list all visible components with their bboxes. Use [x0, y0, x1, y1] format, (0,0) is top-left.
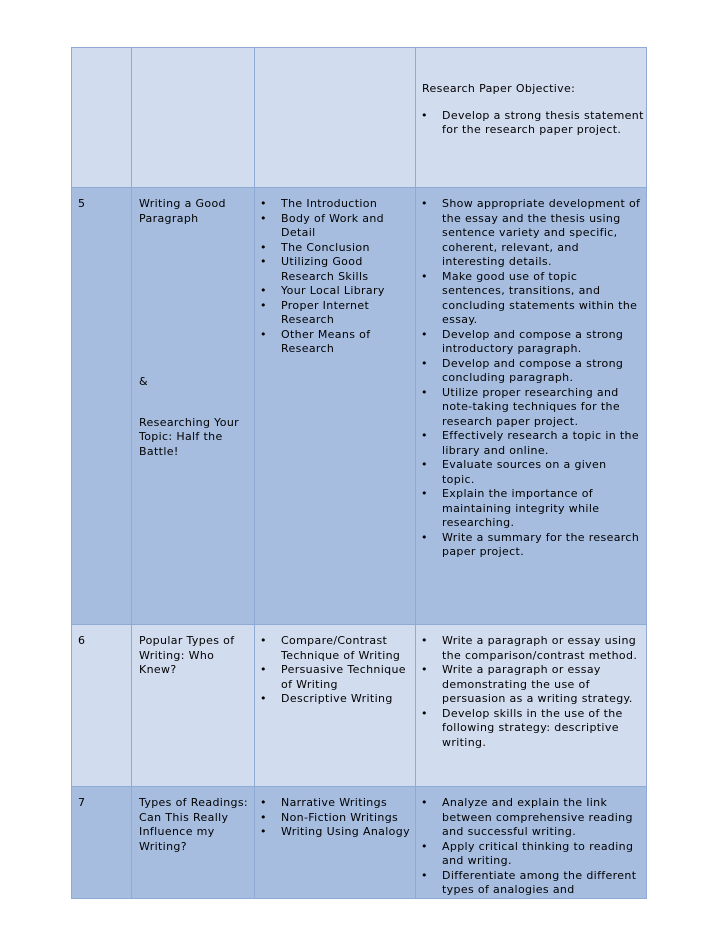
list-item: • Descriptive Writing	[255, 692, 411, 707]
list-item: • Utilize proper researching and note-taking techniques for the research paper project.	[416, 386, 642, 430]
objective-list	[416, 109, 646, 138]
list-item: • Analyze and explain the link between comprehensive reading and successful writing.	[416, 796, 642, 840]
topic-list	[255, 796, 411, 840]
objective-list	[416, 634, 642, 750]
table-row	[72, 48, 647, 188]
lesson-number: 6	[72, 625, 132, 787]
list-item: • Show appropriate development of the essay and the thesis using sentence variety and specific, coherent, relevant, and interesting details.	[416, 197, 642, 270]
list-item: • Compare/Contrast Technique of Writing	[255, 634, 411, 663]
list-item: • Explain the importance of maintaining integrity while researching.	[416, 487, 642, 531]
lesson-title: Popular Types of Writing: Who Knew?	[139, 634, 235, 676]
list-item: • Other Means of Research	[255, 328, 411, 357]
list-item: • Persuasive Technique of Writing	[255, 663, 411, 692]
lesson-number: 7	[72, 787, 132, 899]
lesson-title: Researching Your Topic: Half the Battle!	[139, 415, 240, 458]
lesson-title: Writing a Good Paragraph	[139, 197, 226, 225]
list-item: • Narrative Writings	[255, 796, 411, 811]
objective-list	[416, 197, 642, 386]
lesson-objectives-cell	[416, 48, 647, 188]
list-item: • Non-Fiction Writings	[255, 811, 411, 826]
table-row	[72, 188, 647, 625]
lesson-title: Types of Readings: Can This Really Influence my Writing?	[139, 796, 248, 853]
list-item: • The Conclusion	[255, 241, 411, 256]
curriculum-table	[71, 47, 647, 899]
lesson-number-cell	[72, 48, 132, 188]
list-item: • Utilizing Good Research Skills	[255, 255, 411, 284]
lesson-number: 5	[72, 188, 132, 625]
list-item: • Your Local Library	[255, 284, 411, 299]
topic-list	[255, 197, 411, 255]
lesson-objectives-cell	[416, 787, 647, 899]
list-item: • Develop and compose a strong introductory paragraph.	[416, 328, 642, 357]
list-item: • Body of Work and Detail	[255, 212, 411, 241]
topic-list	[255, 255, 411, 357]
lesson-title-cell	[132, 787, 255, 899]
list-item: • Develop a strong thesis statement for the research paper project.	[416, 109, 646, 138]
lesson-title-cell	[132, 188, 255, 625]
list-item: • The Introduction	[255, 197, 411, 212]
lesson-topics-cell	[255, 787, 416, 899]
list-item: • Make good use of topic sentences, transitions, and concluding statements within the essay.	[416, 270, 642, 328]
list-item: • Apply critical thinking to reading and writing.	[416, 840, 642, 869]
objective-heading: Research Paper Objective:	[422, 82, 576, 95]
lesson-topics-cell	[255, 188, 416, 625]
lesson-objectives-cell	[416, 188, 647, 625]
list-item: • Differentiate among the different types of analogies and	[416, 869, 642, 898]
ampersand: &	[139, 375, 148, 388]
list-item: • Develop skills in the use of the following strategy: descriptive writing.	[416, 707, 642, 751]
lesson-title-cell	[132, 48, 255, 188]
list-item: • Proper Internet Research	[255, 299, 411, 328]
list-item: • Write a paragraph or essay demonstrating the use of persuasion as a writing strategy.	[416, 663, 642, 707]
list-item: • Effectively research a topic in the library and online.	[416, 429, 642, 458]
lesson-title-cell	[132, 625, 255, 787]
list-item: • Evaluate sources on a given topic.	[416, 458, 642, 487]
topic-list	[255, 634, 411, 707]
list-item: • Develop and compose a strong concluding paragraph.	[416, 357, 642, 386]
table-row	[72, 787, 647, 899]
list-item: • Write a paragraph or essay using the comparison/contrast method.	[416, 634, 642, 663]
lesson-topics-cell	[255, 48, 416, 188]
objective-list	[416, 386, 642, 560]
table-row	[72, 625, 647, 787]
list-item: • Writing Using Analogy	[255, 825, 411, 840]
lesson-topics-cell	[255, 625, 416, 787]
objective-list	[416, 796, 642, 898]
lesson-objectives-cell	[416, 625, 647, 787]
list-item: • Write a summary for the research paper project.	[416, 531, 642, 560]
